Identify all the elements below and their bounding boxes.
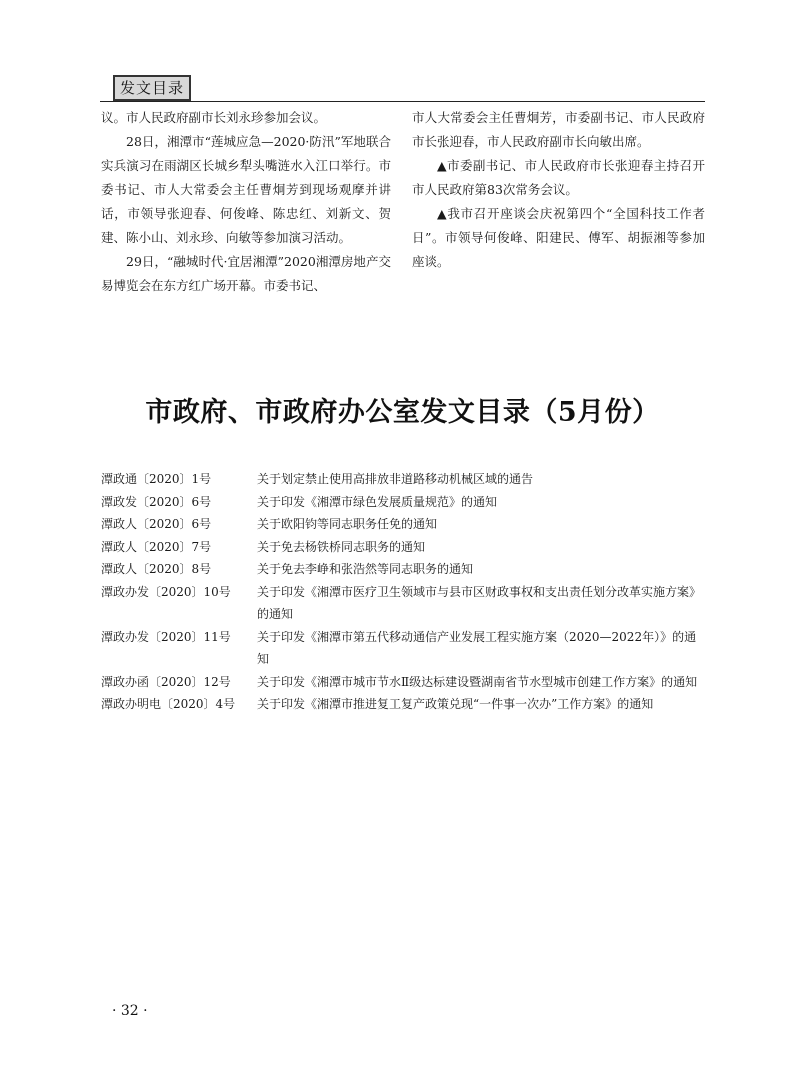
document-number: 潭政人〔2020〕6号 xyxy=(101,517,212,531)
document-row xyxy=(101,536,705,559)
document-row xyxy=(101,491,705,514)
paragraph: ▲我市召开座谈会庆祝第四个“全国科技工作者日”。市领导何俊峰、阳建民、傅军、胡振湘等参加座谈。 xyxy=(412,206,705,269)
header-divider xyxy=(100,101,705,102)
right-text-column xyxy=(412,106,705,274)
document-number: 潭政发〔2020〕6号 xyxy=(101,494,212,509)
section-title: 市政府、市政府办公室发文目录（5月份） xyxy=(145,397,660,428)
paragraph: 议。市人民政府副市长刘永珍参加会议。 xyxy=(101,110,327,125)
document-title: 关于印发《湘潭市第五代移动通信产业发展工程实施方案（2020—2022年）》的通知 xyxy=(257,629,697,666)
document-number: 潭政人〔2020〕7号 xyxy=(101,539,212,554)
document-row xyxy=(101,581,705,626)
document-number: 潭政人〔2020〕8号 xyxy=(101,562,212,576)
paragraph: ▲市委副书记、市人民政府市长张迎春主持召开市人民政府第83次常务会议。 xyxy=(412,158,705,197)
paragraph: 28日，湘潭市“莲城应急—2020·防汛”军地联合实兵演习在雨湖区长城乡犁头嘴涟水入江口举行。市委书记、市人大常委会主任曹炯芳到现场观摩并讲话，市领导张迎春、何俊峰、陈忠红、刘新文、贺建、陈小山、刘永珍、向敏等参加演习活动。 xyxy=(101,134,391,245)
document-title: 关于划定禁止使用高排放非道路移动机械区域的通告 xyxy=(257,472,534,486)
document-title: 关于免去李峥和张浩然等同志职务的通知 xyxy=(257,562,474,576)
document-number: 潭政通〔2020〕1号 xyxy=(101,472,212,486)
document-row xyxy=(101,513,705,536)
paragraph: 市人大常委会主任曹炯芳，市委副书记、市人民政府市长张迎春，市人民政府副市长向敏出席。 xyxy=(412,110,705,149)
document-row xyxy=(101,558,705,581)
page-number: · 32 · xyxy=(112,1003,148,1019)
document-title: 关于欧阳钧等同志职务任免的通知 xyxy=(257,517,438,531)
document-title: 关于免去杨铁桥同志职务的通知 xyxy=(257,539,426,554)
document-title: 关于印发《湘潭市绿色发展质量规范》的通知 xyxy=(257,494,498,509)
paragraph: 29日，“融城时代·宜居湘潭”2020湘潭房地产交易博览会在东方红广场开幕。市委书记、 xyxy=(101,254,391,293)
document-number: 潭政办发〔2020〕11号 xyxy=(101,629,231,644)
document-row xyxy=(101,693,705,716)
document-number: 潭政办发〔2020〕10号 xyxy=(101,584,231,599)
document-title: 关于印发《湘潭市医疗卫生领域市与县市区财政事权和支出责任划分改革实施方案》的通知 xyxy=(257,584,696,621)
document-number: 潭政办函〔2020〕12号 xyxy=(101,674,231,689)
section-header-label: 发文目录 xyxy=(113,75,191,101)
document-row xyxy=(101,671,705,694)
document-list xyxy=(101,468,705,716)
document-number: 潭政办明电〔2020〕4号 xyxy=(101,697,236,711)
document-title: 关于印发《湘潭市城市节水Ⅱ级达标建设暨湖南省节水型城市创建工作方案》的通知 xyxy=(257,674,698,689)
document-row xyxy=(101,468,705,491)
left-text-column xyxy=(101,106,391,298)
document-title: 关于印发《湘潭市推进复工复产政策兑现“一件事一次办”工作方案》的通知 xyxy=(257,697,654,711)
document-row xyxy=(101,626,705,671)
